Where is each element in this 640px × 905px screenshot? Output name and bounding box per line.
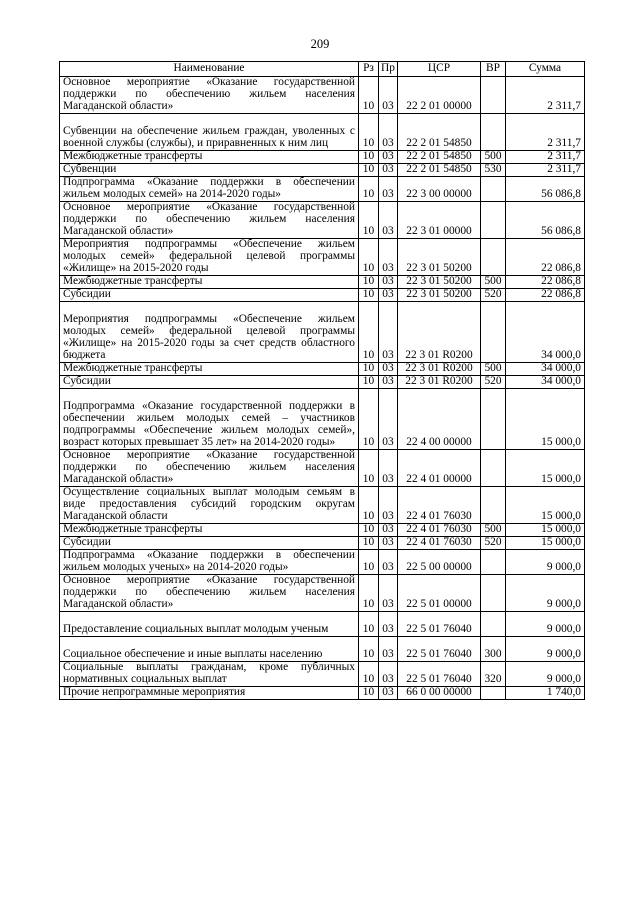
- cell-sum: 22 086,8: [506, 239, 585, 276]
- cell-csr: 22 5 01 76040: [398, 637, 481, 662]
- cell-sum: 15 000,0: [506, 524, 585, 537]
- cell-rz: 10: [359, 450, 379, 487]
- table-row: [60, 662, 585, 687]
- cell-sum: 15 000,0: [506, 389, 585, 450]
- cell-sum: 9 000,0: [506, 637, 585, 662]
- table-row: [60, 276, 585, 289]
- cell-vr: [481, 177, 506, 202]
- cell-rz: 10: [359, 151, 379, 164]
- cell-sum: 56 086,8: [506, 202, 585, 239]
- cell-pr: 03: [379, 450, 398, 487]
- cell-sum: 15 000,0: [506, 537, 585, 550]
- cell-name: Подпрограмма «Оказание государственной поддержки в обеспечении жильем молодых семей – участников подпрограммы «Обеспечение жильем молодых семей», возраст которых превышает 35 лет» на 2014-2020 годы»: [60, 389, 359, 450]
- cell-name: Основное мероприятие «Оказание государственной поддержки по обеспечению жильем населения Магаданской области»: [60, 202, 359, 239]
- cell-vr: [481, 612, 506, 637]
- cell-rz: 10: [359, 114, 379, 151]
- cell-rz: 10: [359, 487, 379, 524]
- cell-pr: 03: [379, 637, 398, 662]
- table-row: [60, 550, 585, 575]
- cell-name: Предоставление социальных выплат молодым ученым: [60, 612, 359, 637]
- cell-csr: 22 3 01 50200: [398, 289, 481, 302]
- cell-pr: 03: [379, 77, 398, 114]
- table-row: [60, 177, 585, 202]
- cell-sum: 2 311,7: [506, 164, 585, 177]
- cell-vr: [481, 302, 506, 363]
- cell-rz: 10: [359, 524, 379, 537]
- cell-rz: 10: [359, 376, 379, 389]
- cell-csr: 22 3 00 00000: [398, 177, 481, 202]
- cell-csr: 22 5 01 00000: [398, 575, 481, 612]
- cell-rz: 10: [359, 77, 379, 114]
- cell-rz: 10: [359, 239, 379, 276]
- cell-sum: 2 311,7: [506, 114, 585, 151]
- cell-name: Межбюджетные трансферты: [60, 151, 359, 164]
- cell-rz: 10: [359, 289, 379, 302]
- cell-name: Мероприятия подпрограммы «Обеспечение жильем молодых семей» федеральной целевой программы «Жилище» на 2015-2020 годы: [60, 239, 359, 276]
- cell-sum: 34 000,0: [506, 302, 585, 363]
- cell-vr: 520: [481, 289, 506, 302]
- cell-rz: 10: [359, 550, 379, 575]
- cell-pr: 03: [379, 662, 398, 687]
- cell-vr: 300: [481, 637, 506, 662]
- cell-pr: 03: [379, 151, 398, 164]
- cell-sum: 56 086,8: [506, 177, 585, 202]
- table-row: [60, 450, 585, 487]
- cell-pr: 03: [379, 276, 398, 289]
- cell-vr: [481, 550, 506, 575]
- cell-sum: 9 000,0: [506, 612, 585, 637]
- cell-vr: 500: [481, 151, 506, 164]
- table-row: [60, 575, 585, 612]
- cell-vr: [481, 114, 506, 151]
- cell-name: Субсидии: [60, 537, 359, 550]
- cell-sum: 2 311,7: [506, 77, 585, 114]
- cell-name: Мероприятия подпрограммы «Обеспечение жильем молодых семей» федеральной целевой программы «Жилище» на 2015-2020 годы за счет средств областного бюджета: [60, 302, 359, 363]
- header-vr: ВР: [481, 62, 506, 77]
- cell-pr: 03: [379, 202, 398, 239]
- cell-rz: 10: [359, 177, 379, 202]
- cell-sum: 15 000,0: [506, 487, 585, 524]
- cell-rz: 10: [359, 276, 379, 289]
- cell-pr: 03: [379, 550, 398, 575]
- cell-name: Основное мероприятие «Оказание государственной поддержки по обеспечению жильем населения Магаданской области»: [60, 575, 359, 612]
- cell-csr: 22 3 01 00000: [398, 202, 481, 239]
- cell-rz: 10: [359, 612, 379, 637]
- cell-rz: 10: [359, 575, 379, 612]
- cell-vr: [481, 687, 506, 700]
- cell-rz: 10: [359, 687, 379, 700]
- table-row: [60, 687, 585, 700]
- cell-rz: 10: [359, 302, 379, 363]
- table-row: [60, 637, 585, 662]
- cell-pr: 03: [379, 389, 398, 450]
- header-csr: ЦСР: [398, 62, 481, 77]
- table-row: [60, 202, 585, 239]
- cell-name: Межбюджетные трансферты: [60, 363, 359, 376]
- cell-pr: 03: [379, 376, 398, 389]
- cell-csr: 22 3 01 R0200: [398, 376, 481, 389]
- cell-pr: 03: [379, 114, 398, 151]
- cell-vr: [481, 487, 506, 524]
- cell-csr: 66 0 00 00000: [398, 687, 481, 700]
- cell-rz: 10: [359, 537, 379, 550]
- cell-pr: 03: [379, 363, 398, 376]
- cell-csr: 22 5 00 00000: [398, 550, 481, 575]
- cell-name: Межбюджетные трансферты: [60, 276, 359, 289]
- budget-table: [59, 61, 585, 700]
- cell-sum: 9 000,0: [506, 662, 585, 687]
- cell-name: Межбюджетные трансферты: [60, 524, 359, 537]
- cell-name: Субсидии: [60, 376, 359, 389]
- cell-rz: 10: [359, 637, 379, 662]
- cell-pr: 03: [379, 687, 398, 700]
- cell-sum: 22 086,8: [506, 276, 585, 289]
- table-row: [60, 151, 585, 164]
- cell-vr: [481, 575, 506, 612]
- table-row: [60, 77, 585, 114]
- cell-csr: 22 4 01 76030: [398, 524, 481, 537]
- cell-vr: [481, 450, 506, 487]
- cell-csr: 22 5 01 76040: [398, 612, 481, 637]
- table-row: [60, 389, 585, 450]
- table-row: [60, 376, 585, 389]
- cell-sum: 34 000,0: [506, 376, 585, 389]
- table-row: [60, 239, 585, 276]
- cell-pr: 03: [379, 302, 398, 363]
- cell-vr: 500: [481, 524, 506, 537]
- cell-pr: 03: [379, 239, 398, 276]
- cell-pr: 03: [379, 537, 398, 550]
- cell-vr: 500: [481, 363, 506, 376]
- cell-vr: [481, 389, 506, 450]
- header-rz: Рз: [359, 62, 379, 77]
- header-sum: Сумма: [506, 62, 585, 77]
- cell-sum: 1 740,0: [506, 687, 585, 700]
- cell-name: Прочие непрограммные мероприятия: [60, 687, 359, 700]
- page-number: 209: [310, 37, 330, 51]
- cell-name: Основное мероприятие «Оказание государственной поддержки по обеспечению жильем населения Магаданской области»: [60, 77, 359, 114]
- cell-sum: 15 000,0: [506, 450, 585, 487]
- cell-vr: [481, 239, 506, 276]
- cell-csr: 22 4 00 00000: [398, 389, 481, 450]
- table-row: [60, 302, 585, 363]
- cell-csr: 22 4 01 76030: [398, 537, 481, 550]
- table-row: [60, 612, 585, 637]
- cell-pr: 03: [379, 177, 398, 202]
- cell-rz: 10: [359, 363, 379, 376]
- table-row: [60, 537, 585, 550]
- cell-vr: [481, 77, 506, 114]
- cell-name: Подпрограмма «Оказание поддержки в обеспечении жильем молодых ученых» на 2014-2020 годы»: [60, 550, 359, 575]
- cell-name: Субвенции: [60, 164, 359, 177]
- cell-vr: 500: [481, 276, 506, 289]
- cell-rz: 10: [359, 662, 379, 687]
- cell-pr: 03: [379, 289, 398, 302]
- cell-csr: 22 4 01 00000: [398, 450, 481, 487]
- cell-csr: 22 2 01 54850: [398, 151, 481, 164]
- cell-rz: 10: [359, 164, 379, 177]
- cell-csr: 22 2 01 54850: [398, 114, 481, 151]
- cell-rz: 10: [359, 202, 379, 239]
- cell-name: Субвенции на обеспечение жильем граждан, уволенных с военной службы (службы), и приравненных к ним лиц: [60, 114, 359, 151]
- cell-csr: 22 4 01 76030: [398, 487, 481, 524]
- cell-name: Социальные выплаты гражданам, кроме публичных нормативных социальных выплат: [60, 662, 359, 687]
- cell-vr: 520: [481, 537, 506, 550]
- table-header-row: [60, 62, 585, 77]
- table-row: [60, 289, 585, 302]
- cell-csr: 22 3 01 R0200: [398, 363, 481, 376]
- cell-csr: 22 3 01 50200: [398, 239, 481, 276]
- cell-pr: 03: [379, 487, 398, 524]
- cell-csr: 22 5 01 76040: [398, 662, 481, 687]
- cell-sum: 9 000,0: [506, 550, 585, 575]
- cell-rz: 10: [359, 389, 379, 450]
- header-pr: Пр: [379, 62, 398, 77]
- cell-name: Основное мероприятие «Оказание государственной поддержки по обеспечению жильем населения Магаданской области»: [60, 450, 359, 487]
- table-row: [60, 114, 585, 151]
- table-row: [60, 524, 585, 537]
- cell-csr: 22 2 01 54850: [398, 164, 481, 177]
- cell-vr: 320: [481, 662, 506, 687]
- cell-sum: 2 311,7: [506, 151, 585, 164]
- cell-pr: 03: [379, 164, 398, 177]
- cell-vr: [481, 202, 506, 239]
- cell-csr: 22 2 01 00000: [398, 77, 481, 114]
- cell-name: Подпрограмма «Оказание поддержки в обеспечении жильем молодых семей» на 2014-2020 годы»: [60, 177, 359, 202]
- header-name: Наименование: [60, 62, 359, 77]
- cell-csr: 22 3 01 50200: [398, 276, 481, 289]
- cell-vr: 530: [481, 164, 506, 177]
- table-row: [60, 164, 585, 177]
- cell-name: Осуществление социальных выплат молодым семьям в виде предоставления субсидий городским округам Магаданской области: [60, 487, 359, 524]
- cell-pr: 03: [379, 524, 398, 537]
- cell-sum: 22 086,8: [506, 289, 585, 302]
- cell-csr: 22 3 01 R0200: [398, 302, 481, 363]
- cell-name: Субсидии: [60, 289, 359, 302]
- cell-name: Социальное обеспечение и иные выплаты населению: [60, 637, 359, 662]
- cell-pr: 03: [379, 575, 398, 612]
- cell-vr: 520: [481, 376, 506, 389]
- cell-pr: 03: [379, 612, 398, 637]
- cell-sum: 34 000,0: [506, 363, 585, 376]
- cell-sum: 9 000,0: [506, 575, 585, 612]
- table-row: [60, 487, 585, 524]
- table-row: [60, 363, 585, 376]
